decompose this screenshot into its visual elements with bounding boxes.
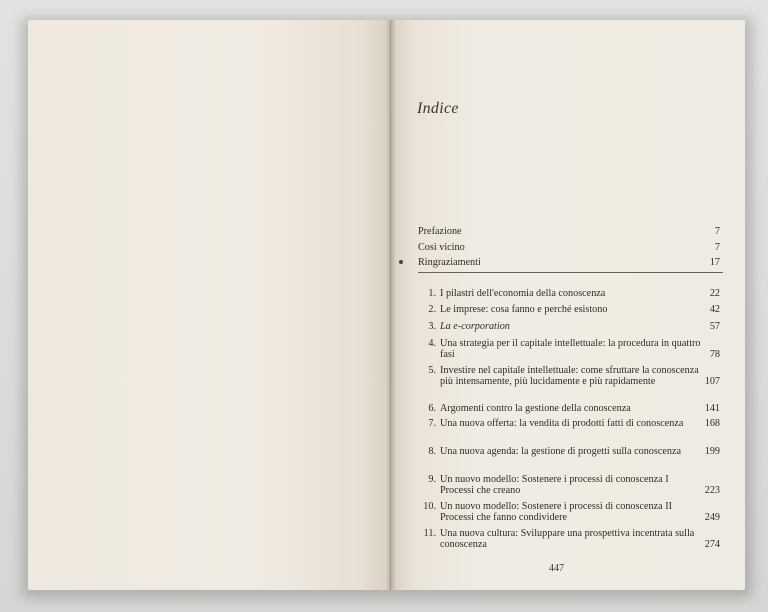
chapter-title: Un nuovo modello: Sostenere i processi di conoscenza I Processi che creano <box>440 474 669 496</box>
chapter-page: 141 <box>704 403 720 414</box>
chapter-number: 1. <box>428 288 436 299</box>
chapter-number: 2. <box>428 304 436 315</box>
chapter-number: 3. <box>428 321 436 332</box>
toc-chapter-1 <box>418 288 720 299</box>
left-page-blank <box>28 20 390 590</box>
chapter-number: 11. <box>423 528 436 539</box>
chapter-number: 7. <box>428 418 436 429</box>
toc-title: Indice <box>417 100 459 117</box>
toc-chapter-5 <box>418 365 720 387</box>
chapter-number: 8. <box>428 446 436 457</box>
chapter-title: Una nuova agenda: la gestione di progetti sulla conoscenza <box>440 446 682 457</box>
toc-entry-ringraziamenti <box>418 257 720 268</box>
chapter-number: 6. <box>428 403 436 414</box>
toc-entry-prefazione <box>418 226 720 237</box>
right-page-index <box>391 20 745 590</box>
chapter-number: 5. <box>428 365 436 376</box>
chapter-title: Argomenti contro la gestione della conoscenza <box>440 403 631 414</box>
toc-chapter-10 <box>418 501 720 523</box>
toc-entry-title: Prefazione <box>418 226 462 237</box>
toc-entry-page: 17 <box>709 257 720 268</box>
chapter-page: 168 <box>704 418 720 429</box>
chapter-title: Investire nel capitale intellettuale: come sfruttare la conoscenza più intensamente, più lucidamente e più rapidamente <box>440 365 699 387</box>
chapter-page: 78 <box>709 349 720 360</box>
toc-chapter-8 <box>418 446 720 457</box>
chapter-page: 57 <box>709 321 720 332</box>
chapter-title: Le imprese: cosa fanno e perché esistono <box>440 304 608 315</box>
chapter-page: 199 <box>704 446 720 457</box>
chapter-page: 274 <box>704 539 720 550</box>
chapter-title: Una nuova offerta: la vendita di prodotti fatti di conoscenza <box>440 418 684 429</box>
toc-entry-title: Ringraziamenti <box>418 257 481 268</box>
toc-entry-title: Così vicino <box>418 242 465 253</box>
toc-chapter-3 <box>418 321 720 332</box>
toc-chapter-9 <box>418 474 720 496</box>
chapter-title: I pilastri dell'economia della conoscenza <box>440 288 606 299</box>
toc-chapter-4 <box>418 338 720 360</box>
chapter-title: La e-corporation <box>440 321 510 332</box>
chapter-number: 4. <box>428 338 436 349</box>
chapter-page: 22 <box>709 288 720 299</box>
chapter-title: Una strategia per il capitale intellettuale: la procedura in quattro fasi <box>440 338 701 360</box>
toc-chapter-2 <box>418 304 720 315</box>
chapter-page: 249 <box>704 512 720 523</box>
toc-divider <box>418 272 723 273</box>
toc-entry-page: 7 <box>714 242 720 253</box>
toc-chapter-6 <box>418 403 720 414</box>
toc-chapter-7 <box>418 418 720 429</box>
chapter-number: 10. <box>423 501 436 512</box>
chapter-page: 223 <box>704 485 720 496</box>
chapter-title: Un nuovo modello: Sostenere i processi di conoscenza II Processi che fanno condividere <box>440 501 672 523</box>
ink-mark <box>399 260 403 264</box>
chapter-page: 107 <box>704 376 720 387</box>
chapter-title: Una nuova cultura: Sviluppare una prospettiva incentrata sulla conoscenza <box>440 528 695 550</box>
toc-entry-cosi-vicino <box>418 242 720 253</box>
toc-chapter-11 <box>418 528 720 550</box>
book-gutter <box>386 20 396 590</box>
page-number: 447 <box>549 563 564 574</box>
chapter-number: 9. <box>428 474 436 485</box>
chapter-page: 42 <box>709 304 720 315</box>
toc-entry-page: 7 <box>714 226 720 237</box>
